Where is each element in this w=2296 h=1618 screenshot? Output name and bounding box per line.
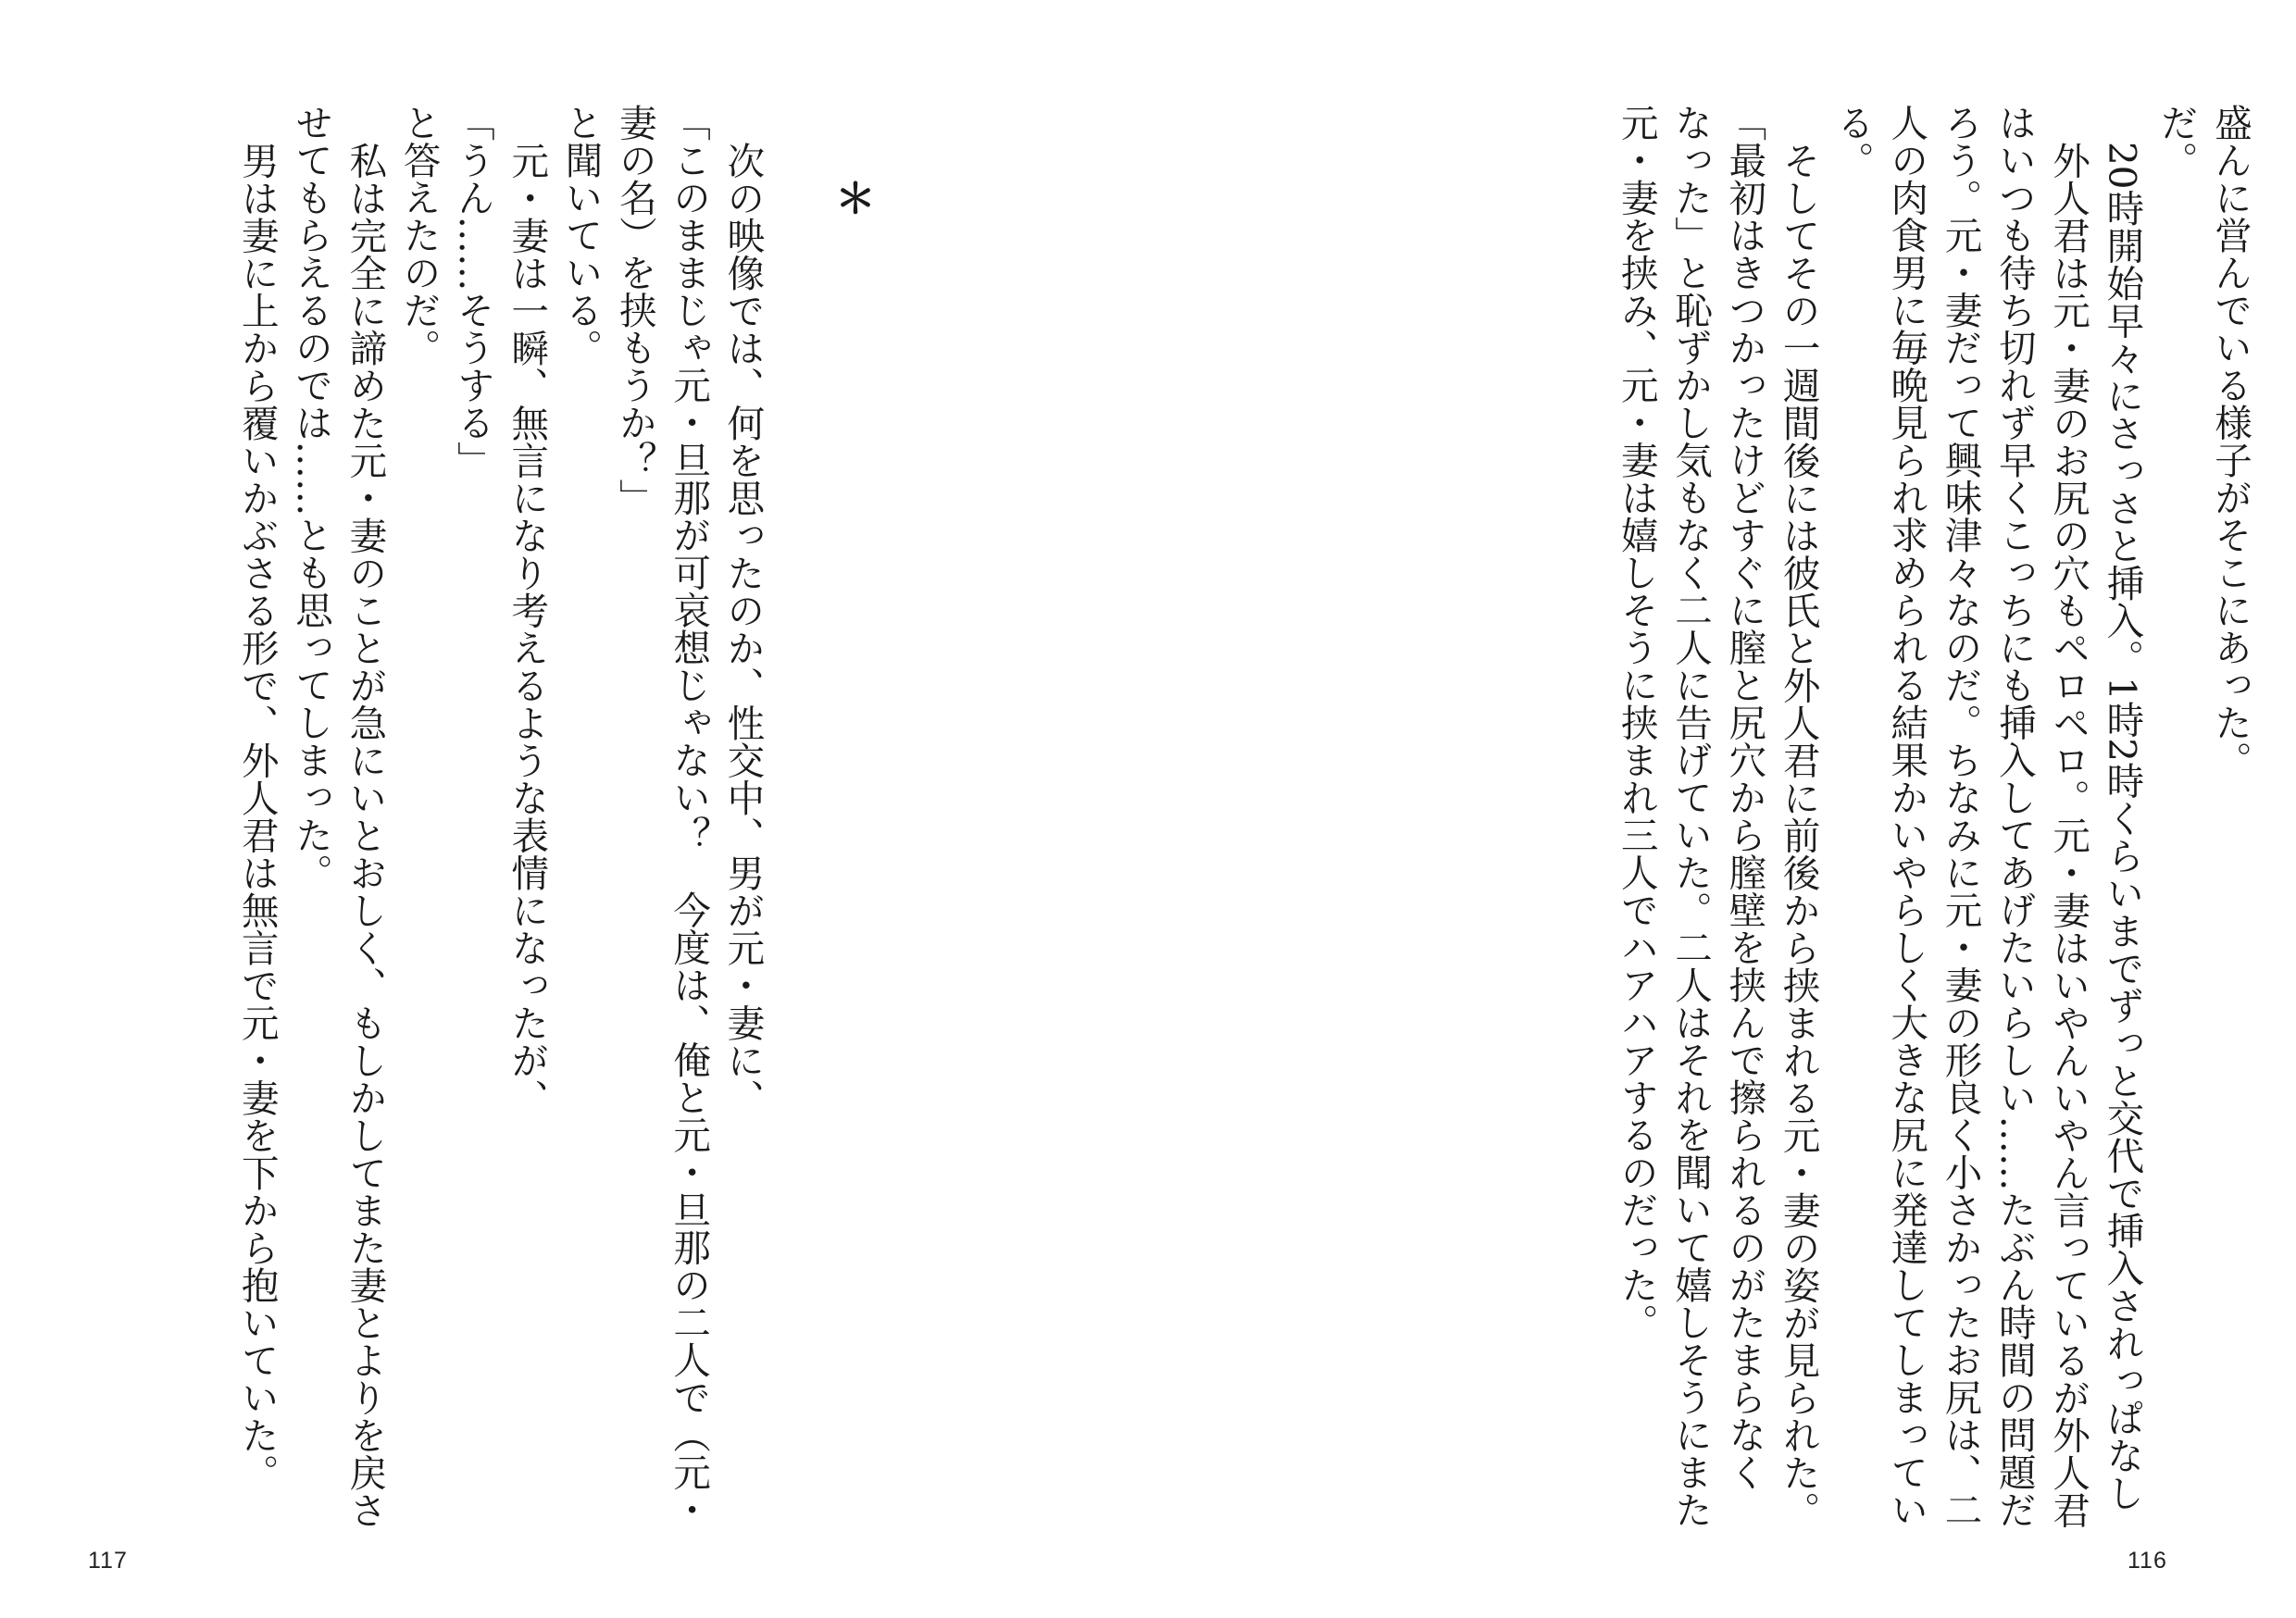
- text-line: せてもらえるのでは……とも思ってしまった。: [289, 104, 334, 891]
- text-line: 男は妻に上から覆いかぶさる形で、外人君は無言で元・妻を下から抱いていた。: [234, 141, 280, 1491]
- text-line: 「最初はきつかったけどすぐに膣と尻穴から膣壁を挟んで擦られるのがたまらなく: [1722, 104, 1767, 1491]
- text-line: 外人君は元・妻のお尻の穴もペロペロ。元・妻はいやんいやん言っているが外人君: [2046, 141, 2091, 1528]
- text-line: 20時開始早々にさっさと挿入。1時2時くらいまでずっと交代で挿入されっぱなし: [2100, 141, 2145, 1512]
- text-line: 妻の名）を挟もうか？」: [612, 104, 657, 517]
- text-line: 人の肉食男に毎晩見られ求められる結果かいやらしく大きな尻に発達してしまってい: [1884, 104, 1929, 1528]
- body-text-117: [63, 104, 878, 1528]
- blank-column: [769, 104, 823, 1492]
- page-number: 117: [88, 1548, 128, 1574]
- text-line: なった」と恥ずかし気もなく二人に告げていた。二人はそれを聞いて嬉しそうにまた: [1668, 104, 1714, 1528]
- text-line: はいつも待ち切れず早くこっちにも挿入してあげたいらしい……たぶん時間の問題だ: [1991, 104, 2037, 1528]
- text-line: ろう。元・妻だって興味津々なのだ。ちなみに元・妻の形良く小さかったお尻は、二: [1938, 104, 1983, 1528]
- text-line: 私は完全に諦めた元・妻のことが急にいとおしく、もしかしてまた妻とよりを戻さ: [343, 141, 388, 1528]
- text-line: 「このままじゃ元・旦那が可哀想じゃない？ 今度は、俺と元・旦那の二人で（元・: [667, 104, 712, 1528]
- text-line: る。: [1829, 104, 1875, 179]
- text-line: そしてその一週間後には彼氏と外人君に前後から挟まれる元・妻の姿が見られた。: [1776, 141, 1821, 1528]
- text-line: と答えたのだ。: [396, 104, 442, 367]
- page-number: 116: [2128, 1548, 2167, 1574]
- body-text-116: [1424, 104, 2257, 1528]
- text-line: 元・妻は一瞬、無言になり考えるような表情になったが、: [505, 141, 550, 1116]
- text-line: だ。: [2153, 104, 2199, 179]
- text-line: と聞いている。: [558, 104, 604, 367]
- text-line: 「うん……そうする」: [450, 104, 495, 479]
- section-break-asterisk: ＊: [828, 177, 875, 218]
- text-line: 盛んに営んでいる様子がそこにあった。: [2208, 104, 2252, 778]
- text-line: 元・妻を挟み、元・妻は嬉しそうに挟まれ三人でハアハアするのだった。: [1614, 104, 1659, 1341]
- page-116: [1148, 0, 2296, 1618]
- text-line: 次の映像では、何を思ったのか、性交中、男が元・妻に、: [720, 141, 766, 1116]
